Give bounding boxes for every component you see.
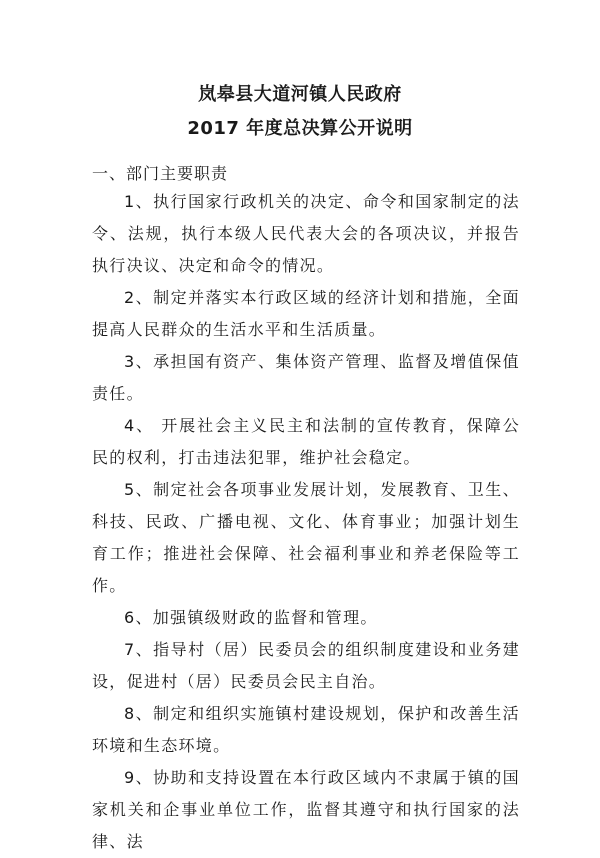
paragraph-duty-2: 2、制定并落实本行政区域的经济计划和措施，全面提高人民群众的生活水平和生活质量。 (92, 288, 520, 339)
document-title-line2: 2017 年度总决算公开说明 (187, 118, 413, 139)
paragraph-duty-7: 7、指导村（居）民委员会的组织制度建设和业务建设，促进村（居）民委员会民主自治。 (92, 640, 520, 691)
paragraph-duty-4: 4、 开展社会主义民主和法制的宣传教育，保障公民的权利，打击违法犯罪，维护社会稳定。 (92, 416, 520, 467)
document-body (92, 186, 520, 858)
document-title-line1: 岚皋县大道河镇人民政府 (198, 84, 402, 105)
paragraph-duty-1: 1、执行国家行政机关的决定、命令和国家制定的法令、法规，执行本级人民代表大会的各项决议，并报告执行决议、决定和命令的情况。 (92, 192, 520, 275)
paragraph-duty-5: 5、制定社会各项事业发展计划，发展教育、卫生、科技、民政、广播电视、文化、体育事业；加强计划生育工作；推进社会保障、社会福利事业和养老保险等工作。 (92, 480, 520, 595)
paragraph-duty-8: 8、制定和组织实施镇村建设规划，保护和改善生活环境和生态环境。 (92, 704, 520, 755)
section-heading: 一、部门主要职责 (92, 164, 229, 183)
paragraph-duty-3: 3、承担国有资产、集体资产管理、监督及增值保值责任。 (92, 352, 520, 403)
paragraph-duty-9: 9、协助和支持设置在本行政区域内不隶属于镇的国家机关和企事业单位工作，监督其遵守和执行国家的法律、法 (92, 768, 520, 851)
paragraph-duty-6: 6、加强镇级财政的监督和管理。 (124, 608, 378, 627)
